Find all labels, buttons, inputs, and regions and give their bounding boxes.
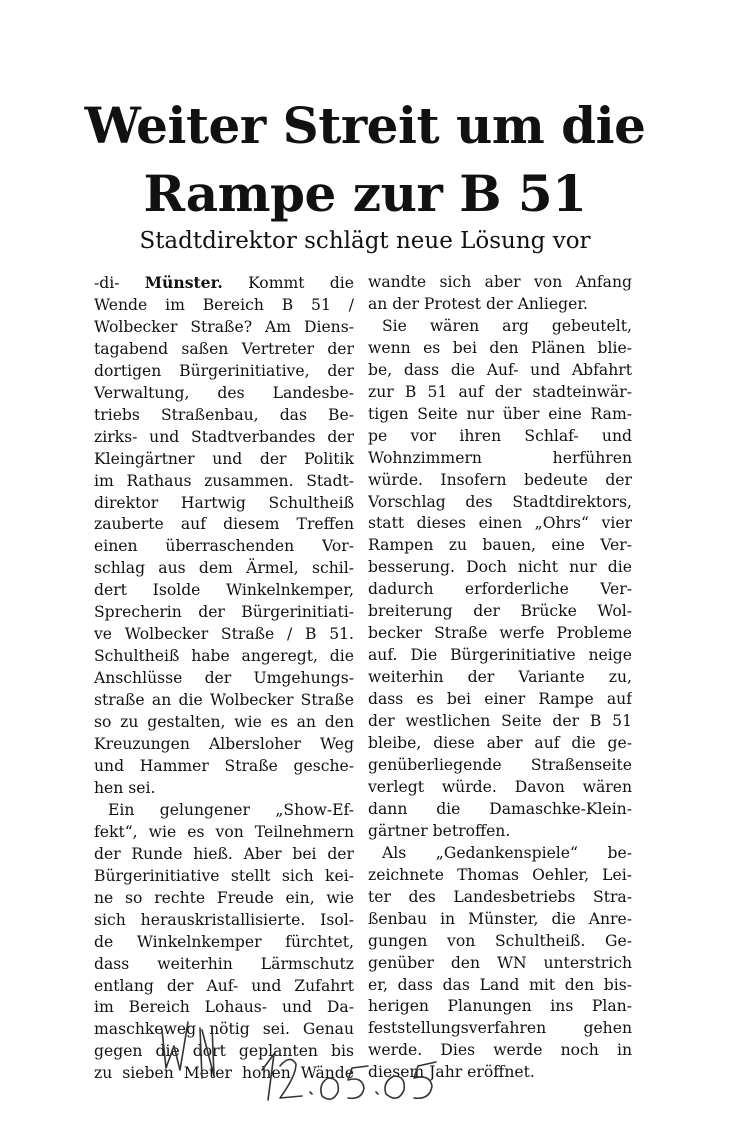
article-line: Kleingärtner und der Politik — [94, 449, 354, 468]
article-line: schlag aus dem Ärmel, schil- — [94, 559, 354, 578]
handwritten-note-signature — [150, 1000, 450, 1110]
article-line: dann die Damaschke-Klein- — [368, 799, 632, 818]
article-line: weiterhin der Variante zu, — [368, 668, 632, 687]
article-line: tagabend saßen Vertreter der — [94, 339, 354, 358]
article-line: hen sei. — [94, 778, 156, 797]
article-line: wandte sich aber von Anfang — [368, 273, 632, 291]
article-line: im Rathaus zusammen. Stadt- — [94, 471, 354, 490]
article-line: auf. Die Bürgerinitiative neige — [368, 646, 632, 665]
article-line: entlang der Auf- und Zufahrt — [94, 976, 354, 995]
article-line: zeichnete Thomas Oehler, Lei- — [368, 865, 632, 884]
headline — [40, 92, 690, 228]
article-column-left — [94, 272, 354, 1085]
article-line: Bürgerinitiative stellt sich kei- — [94, 866, 354, 885]
article-line: verlegt würde. Davon wären — [368, 777, 632, 796]
article-line: ne so rechte Freude ein, wie — [94, 888, 354, 907]
article-line: Vorschlag des Stadtdirektors, — [368, 492, 632, 511]
article-line: -di- Münster. Kommt die — [94, 273, 354, 292]
dateline-prefix: -di- — [94, 274, 120, 292]
article-line: der Runde hieß. Aber bei der — [94, 844, 354, 863]
article-line: Als „Gedankenspiele“ be- — [382, 843, 632, 862]
article-line: würde. Insofern bedeute der — [368, 470, 632, 489]
article-line: gungen von Schultheiß. Ge- — [368, 931, 632, 950]
article-line: zu sieben Meter hohen Wände — [94, 1064, 354, 1083]
article-line: maschkeweg nötig sei. Genau — [94, 1020, 354, 1039]
article-line: und Hammer Straße gesche- — [94, 756, 354, 775]
headline-line-1: Weiter Streit um die — [84, 96, 646, 155]
article-line: gegen die dort geplanten bis — [94, 1042, 354, 1061]
article-line: direktor Hartwig Schultheiß — [94, 493, 354, 512]
article-line: besserung. Doch nicht nur die — [368, 558, 632, 577]
article-line: be, dass die Auf- und Abfahrt — [368, 360, 632, 379]
article-line: sich herauskristallisierte. Isol- — [94, 910, 354, 929]
article-line: Sie wären arg gebeutelt, — [382, 316, 632, 335]
article-line: zauberte auf diesem Treffen — [94, 515, 354, 534]
article-line: Schultheiß habe angeregt, die — [94, 647, 354, 666]
article-line: so zu gestalten, wie es an den — [94, 713, 354, 732]
article-line: de Winkelnkemper fürchtet, — [94, 932, 354, 951]
article-line: Verwaltung, des Landesbe- — [94, 383, 354, 402]
article-line: er, dass das Land mit den bis- — [368, 975, 632, 994]
article-line: ter des Landesbetriebs Stra- — [368, 887, 632, 906]
article-line: Kreuzungen Albersloher Weg — [94, 735, 354, 754]
dateline-city: Münster. — [144, 273, 223, 292]
article-line: bleibe, diese aber auf die ge- — [368, 734, 632, 753]
article-line: zirks- und Stadtverbandes der — [94, 427, 354, 446]
article-line: feststellungsverfahren gehen — [368, 1019, 632, 1038]
article-line: Wohnzimmern herführen — [368, 448, 632, 467]
article-line: zur B 51 auf der stadteinwär- — [368, 382, 632, 401]
article-line: straße an die Wolbecker Straße — [94, 691, 354, 710]
article-line: ßenbau in Münster, die Anre- — [368, 909, 632, 928]
article-line: Anschlüsse der Umgehungs- — [94, 669, 354, 688]
article-line: pe vor ihren Schlaf- und — [368, 426, 632, 445]
article-line: dortigen Bürgerinitiative, der — [94, 361, 354, 380]
article-line: genüberliegende Straßenseite — [368, 755, 632, 774]
article-line: gärtner betroffen. — [368, 821, 511, 840]
article-line: Sprecherin der Bürgerinitiati- — [94, 603, 354, 622]
article-line: werde. Dies werde noch in — [368, 1041, 632, 1060]
article-line: fekt“, wie es von Teilnehmern — [94, 822, 354, 841]
article-line: Wende im Bereich B 51 / — [94, 295, 354, 314]
article-line: genüber den WN unterstrich — [368, 953, 632, 972]
article-line: dass es bei einer Rampe auf — [368, 690, 632, 709]
article-line: herigen Planungen ins Plan- — [368, 997, 632, 1016]
article-line: im Bereich Lohaus- und Da- — [94, 998, 354, 1017]
article-line: Wolbecker Straße? Am Diens- — [94, 317, 354, 336]
article-line: dadurch erforderliche Ver- — [368, 580, 632, 599]
article-line: an der Protest der Anlieger. — [368, 294, 589, 313]
article-line: dert Isolde Winkelnkemper, — [94, 581, 354, 600]
article-line: Ein gelungener „Show-Ef- — [108, 800, 354, 819]
article-line: diesem Jahr eröffnet. — [368, 1063, 535, 1082]
article-line: wenn es bei den Plänen blie- — [368, 338, 632, 357]
article-line: triebs Straßenbau, das Be- — [94, 405, 354, 424]
article-line: ve Wolbecker Straße / B 51. — [94, 625, 354, 644]
article-line: der westlichen Seite der B 51 — [368, 712, 632, 731]
subheadline: Stadtdirektor schlägt neue Lösung vor — [139, 228, 591, 254]
article-line: tigen Seite nur über eine Ram- — [368, 404, 632, 423]
headline-line-2: Rampe zur B 51 — [143, 164, 587, 223]
article-line: einen überraschenden Vor- — [94, 537, 354, 556]
article-column-right — [368, 272, 632, 1084]
article-line: breiterung der Brücke Wol- — [368, 602, 632, 621]
article-line: dass weiterhin Lärmschutz — [94, 954, 354, 973]
article-line: statt dieses einen „Ohrs“ vier — [368, 514, 632, 533]
article-line: becker Straße werfe Probleme — [368, 624, 632, 643]
article-line: Rampen zu bauen, eine Ver- — [368, 536, 632, 555]
